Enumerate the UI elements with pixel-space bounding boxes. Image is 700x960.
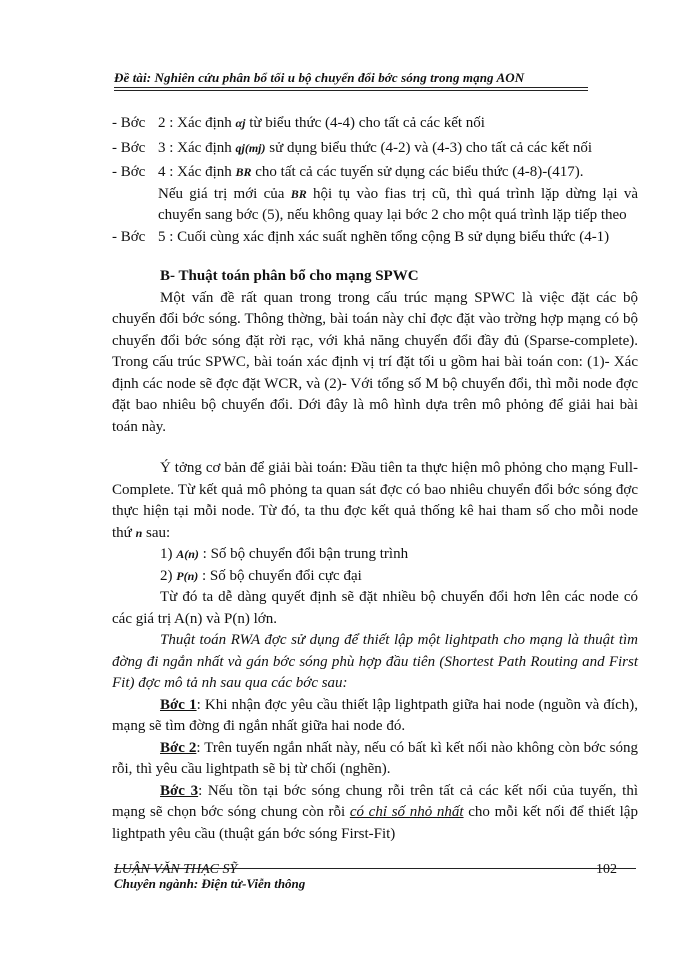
step-3-item	[112, 138, 638, 160]
step-2-pre: 2 : Xác định	[158, 115, 236, 131]
paragraph-4: Thuật toán RWA đợc sử dụng để thiết lập một lightpath cho mạng là thuật tìm đờng đi ngắn nhất và gán bớc sóng phù hợp đầu tiên (Shortest Path Routing and First Fit) đợc mô tả nh sau qua các bớc sau:	[112, 632, 638, 691]
footer-thesis-label: LUẬN VĂN THẠC SỸ	[114, 862, 238, 877]
symbol-p-n: P(n)	[176, 568, 199, 583]
step-2-symbol: αj	[235, 116, 246, 130]
running-header: Đề tài: Nghiên cứu phân bổ tối u bộ chuyển đổi bớc sóng trong mạng AON	[114, 70, 525, 85]
step-5-dash: - Bớc	[112, 228, 146, 245]
step-4-post: cho tất cả các tuyến sử dụng các biểu thức (4-8)-(417).	[251, 164, 584, 180]
paragraph-3: Từ đó ta dễ dàng quyết định sẽ đặt nhiều bộ chuyển đổi hơn lên các node có các giá trị A(n) và P(n) lớn.	[112, 589, 638, 627]
footer-major: Chuyên ngành: Điện tử-Viễn thông	[114, 876, 306, 891]
step-2-post: từ biểu thức (4-4) cho tất cả các kết nối	[245, 115, 485, 131]
step-4-item	[112, 162, 638, 184]
section-title: B- Thuật toán phân bổ cho mạng SPWC	[160, 268, 419, 284]
step-3-symbol: qj(mj)	[235, 140, 266, 155]
paragraph-2: Ý tởng cơ bản để giải bài toán: Đầu tiên ta thực hiện mô phỏng cho mạng Full-Complete. Từ kết quả mô phỏng ta quan sát đợc có bao nhiêu chuyển đổi bớc sóng đợc thực hiện tại mỗi node. Từ đó, ta thu đợc kết quả thống kê hai tham số cho mỗi node thứ n sau:	[112, 460, 638, 541]
list-item-2: 2) P(n) : Số bộ chuyển đổi cực đại	[160, 567, 362, 584]
step-2-item	[112, 113, 638, 135]
step-3-dash: - Bớc	[112, 139, 146, 156]
header-rule	[114, 87, 588, 91]
symbol-a-n: A(n)	[176, 547, 199, 561]
step-4-symbol: BR	[235, 165, 252, 179]
step-4-pre: 4 : Xác định	[158, 164, 236, 180]
step-5-item	[112, 227, 638, 249]
algo-step-2: Bớc 2: Trên tuyến ngắn nhất này, nếu có bất kì kết nối nào không còn bớc sóng rỗi, thì yêu cầu lightpath sẽ bị từ chối (nghẽn).	[112, 739, 638, 777]
step-3-post: sử dụng biểu thức (4-2) và (4-3) cho tất cả các kết nối	[265, 139, 593, 156]
page-number: 102	[596, 862, 617, 877]
step-4-continuation: Nếu giá trị mới của BR hội tụ vào fias trị cũ, thì quá trình lặp dừng lại và chuyển sang bớc (5), nếu không quay lại bớc 2 cho một quá trình lặp tiếp theo	[158, 185, 638, 223]
emphasis-smallest-index: có chỉ số nhỏ nhất	[349, 804, 464, 820]
step-3-pre: 3 : Xác định	[158, 139, 236, 156]
page-body	[112, 113, 638, 845]
algo-step-2-label: Bớc 2	[160, 739, 197, 756]
algo-step-3: Bớc 3: Nếu tồn tại bớc sóng chung rỗi trên tất cả các kết nối của tuyến, thì mạng sẽ chọn bớc sóng chung còn rỗi có chỉ số nhỏ nhất cho mỗi kết nối để thiết lập lightpath yêu cầu (thuật gán bớc sóng First-Fit)	[112, 782, 639, 842]
list-item-1: 1) A(n) : Số bộ chuyển đổi bận trung trình	[160, 546, 409, 562]
step-4-dash: - Bớc	[112, 164, 146, 180]
step-4-cont-symbol: BR	[290, 186, 307, 201]
paragraph-1: Một vấn đề rất quan trong trong cấu trúc mạng SPWC là việc đặt các bộ chuyển đổi bớc sóng. Thông thờng, bài toán này chỉ đợc đặt vào trờng hợp mạng có bộ chuyển đổi bớc sóng đặt rời rạc, với khả năng chuyển đổi đầy đủ (Sparse-complete). Trong cấu trúc SPWC, bài toán xác định vị trí đặt tối u gồm hai bài toán con: (1)- Xác định các node sẽ đợc đặt WCR, và (2)- Với tổng số M bộ chuyển đổi, thì mỗi node đợc đặt bao nhiêu bộ chuyển đổi. Dới đây là mô hình dựa trên mô phỏng để giải hai bài toán này.	[112, 289, 638, 435]
algo-step-3-label: Bớc 3	[160, 782, 199, 799]
node-symbol: n	[135, 525, 143, 540]
step-5-text: 5 : Cuối cùng xác định xác suất nghẽn tổng cộng B sử dụng biểu thức (4-1)	[158, 228, 610, 245]
algo-step-1: Bớc 1: Khi nhận đợc yêu cầu thiết lập lightpath giữa hai node (nguồn và đích), mạng sẽ tìm đờng đi ngắn nhất giữa hai node đó.	[112, 696, 639, 734]
footer-rule	[114, 868, 636, 869]
algo-step-1-label: Bớc 1	[160, 696, 197, 713]
step-2-dash: - Bớc	[112, 115, 146, 131]
